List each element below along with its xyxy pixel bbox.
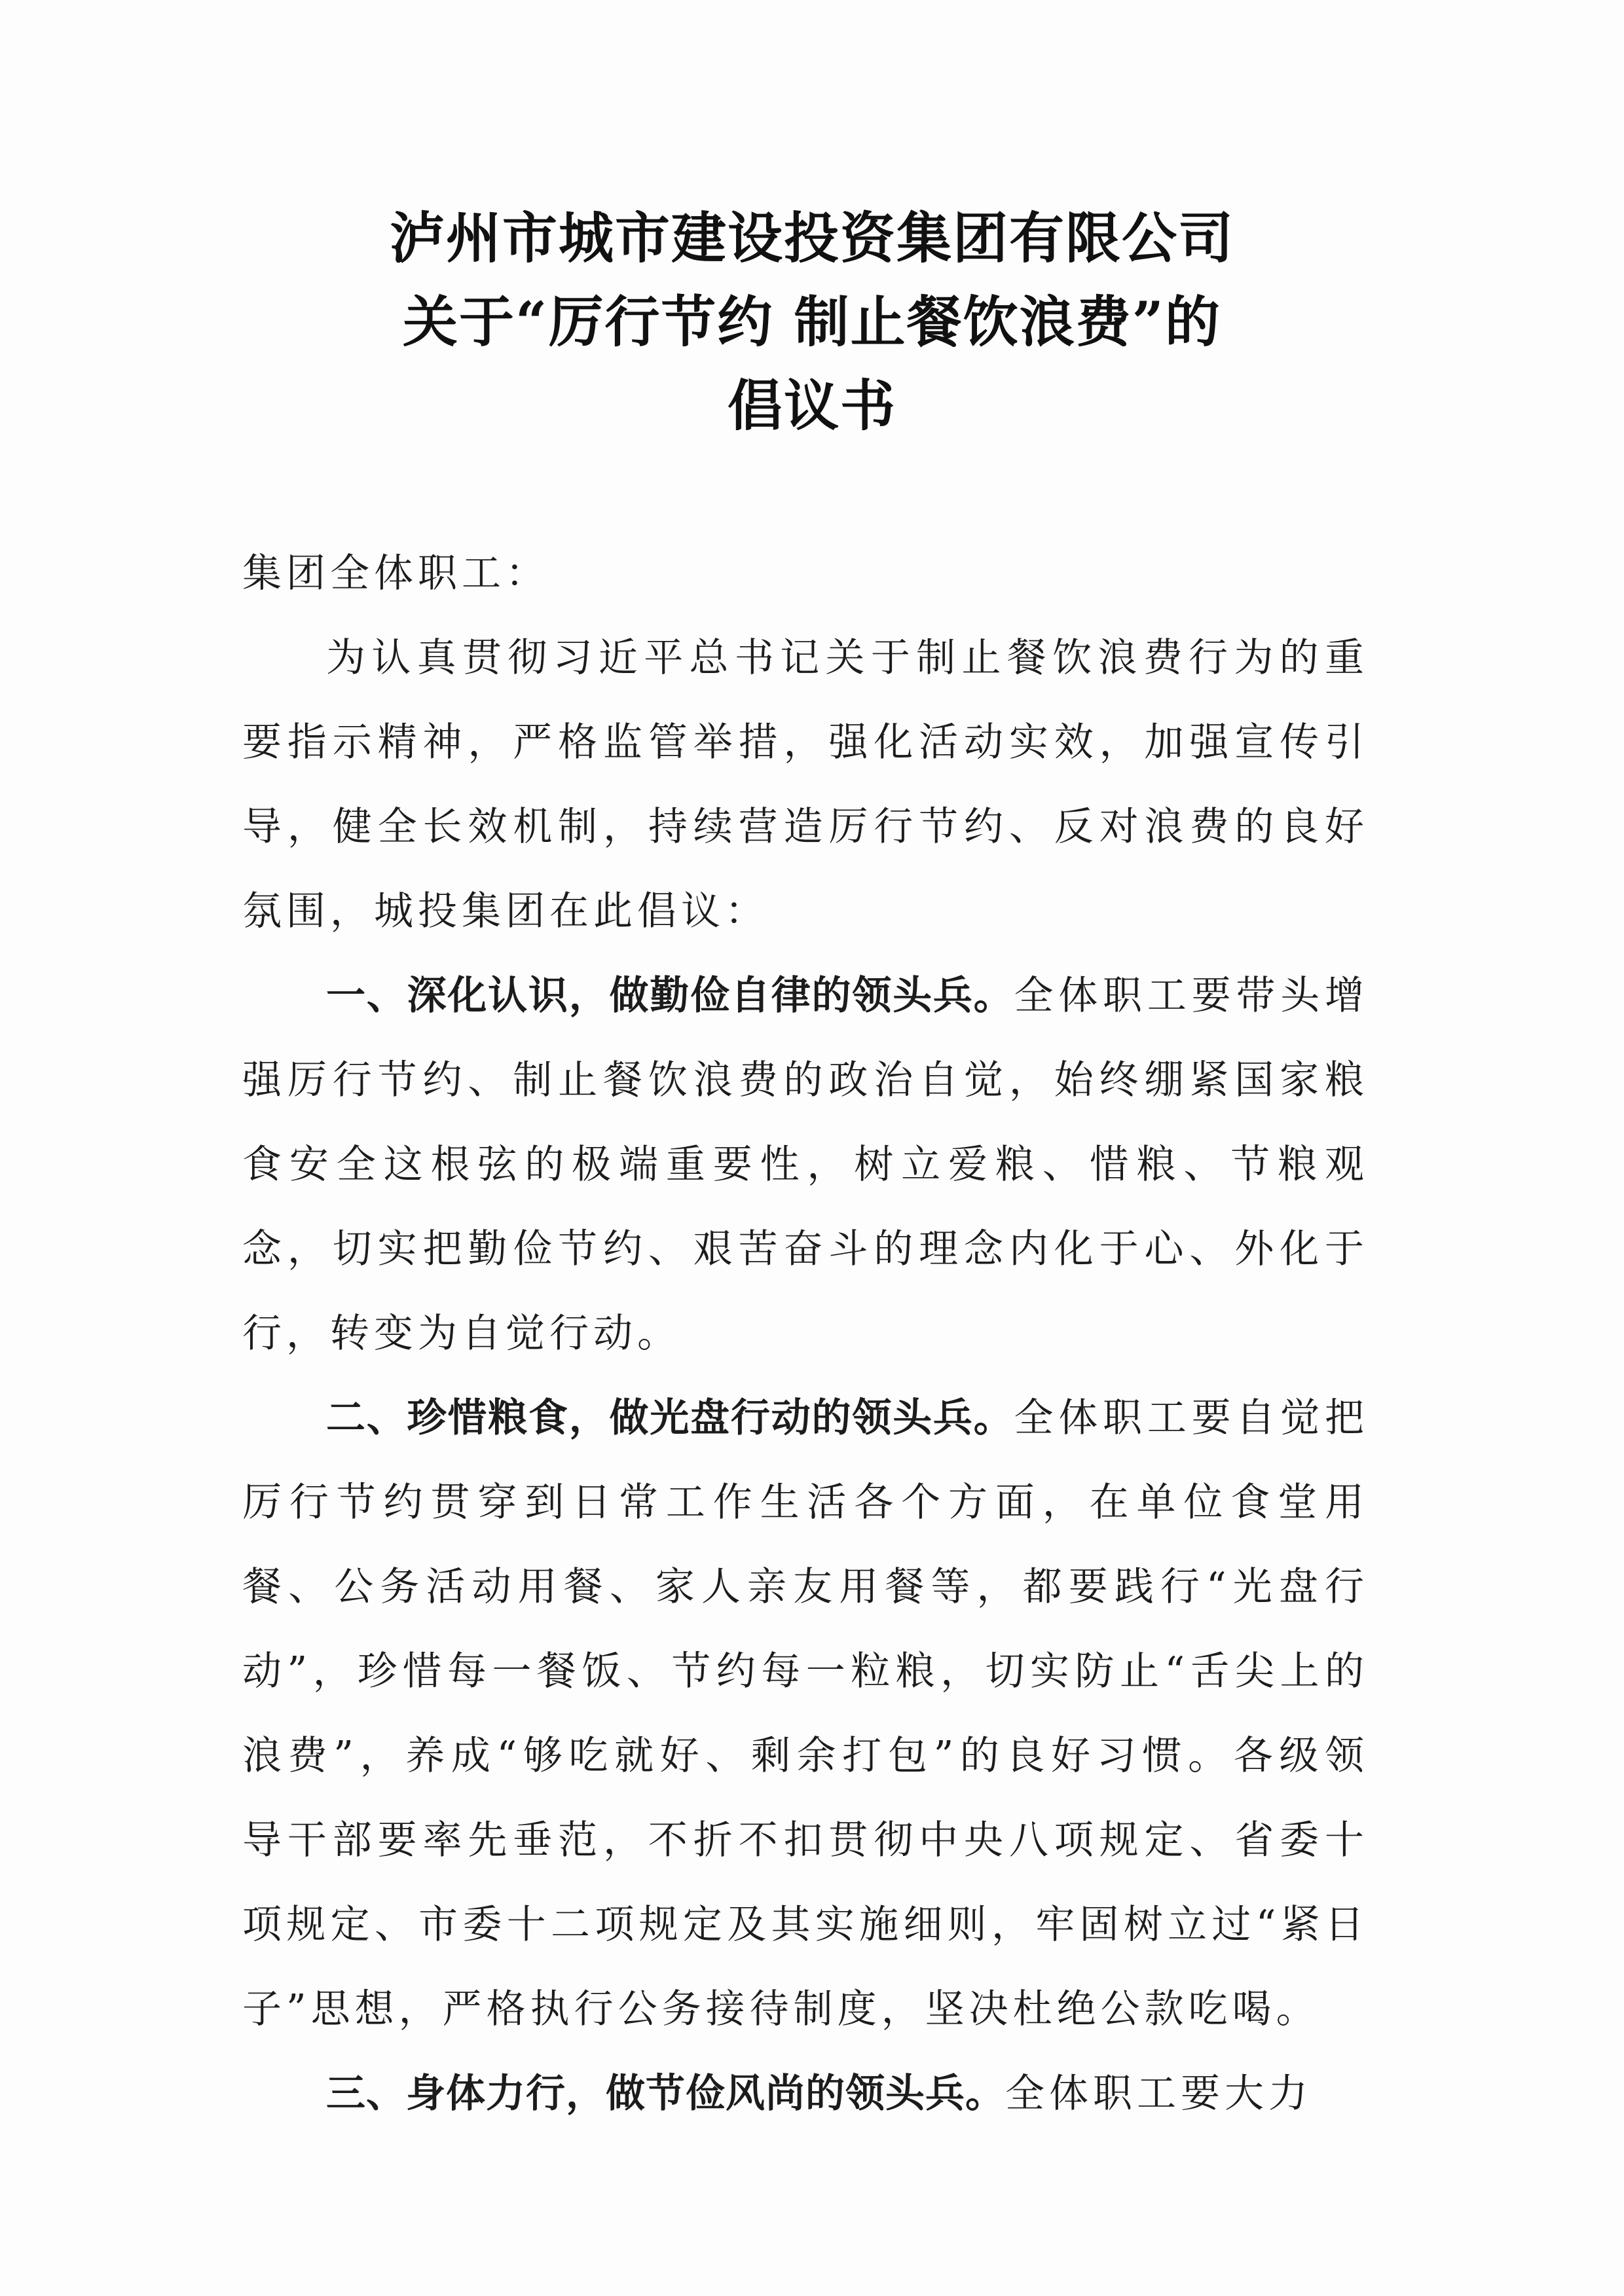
section-2-heading: 二、珍惜粮食，做光盘行动的领头兵。 — [326, 1395, 1014, 1441]
section-1-heading: 一、深化认识，做勤俭自律的领头兵。 — [326, 973, 1014, 1019]
document-title — [0, 196, 1624, 448]
title-line-1: 泸州市城市建设投资集团有限公司 — [389, 206, 1234, 270]
document-body — [242, 532, 1369, 2136]
section-2-paragraph — [242, 1376, 1369, 2052]
section-2-text: 全体职工要自觉把厉行节约贯穿到日常工作生活各个方面，在单位食堂用餐、公务活动用餐、家人亲友用餐等，都要践行“光盘行动”，珍惜每一餐饭、节约每一粒粮，切实防止“舌尖上的浪费”，养成“够吃就好、剩余打包”的良好习惯。各级领导干部要率先垂范，不折不扣贯彻中央八项规定、省委十项规定、市委十二项规定及其实施细则，牢固树立过“紧日子”思想，严格执行公务接待制度，坚决杜绝公款吃喝。 — [242, 1395, 1369, 2032]
intro-paragraph: 为认真贯彻习近平总书记关于制止餐饮浪费行为的重要指示精神，严格监管举措，强化活动实效，加强宣传引导，健全长效机制，持续营造厉行节约、反对浪费的良好氛围，城投集团在此倡议： — [242, 635, 1369, 934]
section-3-text: 全体职工要大力 — [1005, 2071, 1312, 2117]
section-3-paragraph — [242, 2052, 1369, 2136]
title-line-3: 倡议书 — [727, 373, 896, 438]
section-1-text: 全体职工要带头增强厉行节约、制止餐饮浪费的政治自觉，始终绷紧国家粮食安全这根弦的极端重要性，树立爱粮、惜粮、节粮观念，切实把勤俭节约、艰苦奋斗的理念内化于心、外化于行，转变为自觉行动。 — [242, 973, 1369, 1357]
section-3-heading: 三、身体力行，做节俭风尚的领头兵。 — [326, 2071, 1005, 2117]
section-1-paragraph — [242, 954, 1369, 1376]
salutation: 集团全体职工： — [242, 551, 549, 596]
title-line-2: 关于“厉行节约 制止餐饮浪费”的 — [403, 289, 1221, 354]
